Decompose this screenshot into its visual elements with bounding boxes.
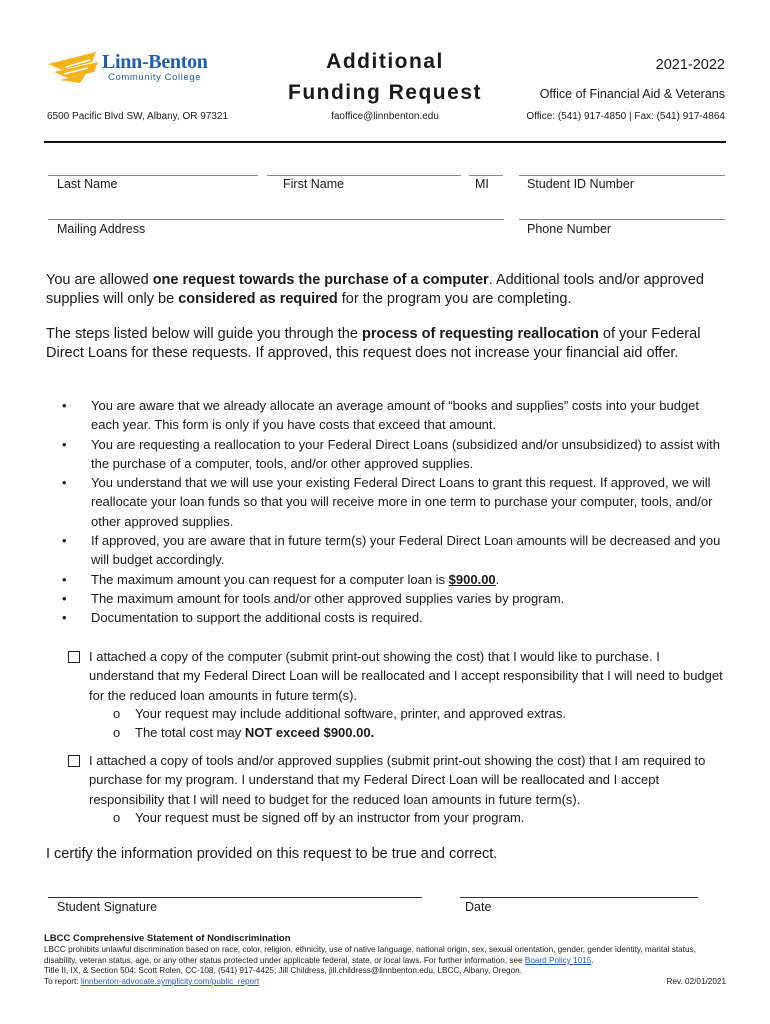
tools-request-option: [66, 751, 726, 809]
tools-subpoint-1: o Your request must be signed off by an instructor from your program.: [113, 810, 525, 825]
requirements-list: [62, 396, 730, 628]
office-name: Office of Financial Aid & Veterans: [539, 87, 725, 101]
computer-request-checkbox[interactable]: [68, 651, 80, 663]
office-phones: Office: (541) 917-4850 | Fax: (541) 917-4864: [526, 111, 725, 122]
phone-number-label: Phone Number: [527, 222, 612, 236]
logo-subtitle: Community College: [108, 72, 202, 83]
aid-year: 2021-2022: [655, 57, 725, 73]
list-item: • You understand that we will use your existing Federal Direct Loans to grant this request. If approved, we will reallocate your loan funds so that you will receive more in one term to purchase your computer, tools, and/or other approved supplies.: [62, 473, 730, 531]
tools-request-checkbox[interactable]: [68, 755, 80, 767]
date-label: Date: [465, 900, 492, 914]
intro-paragraph-1: You are allowed one request towards the purchase of a computer. Additional tools and/or approved supplies will only be considered as required for the program you are completing.: [46, 272, 704, 307]
nondiscrimination-text: LBCC prohibits unlawful discrimination based on race, color, religion, ethnicity, use of native language, national origin, sex, sexual orientation, gender, gender identity, marital status, disability, veteran status, age, or any other status protected under applicable federal, state, or local laws. For further information, see Board Policy 1015. Title II, IX, & Section 504: Scott Rolen, CC-108, (541) 917-4425; Jill Childress, jill.childress@linnbenton.edu, LBCC, Albany, Oregon. To report: linnbenton-advocate.symplicity.com/public_report: [44, 945, 696, 987]
phone-number-field[interactable]: [519, 219, 725, 220]
student-id-field[interactable]: [519, 175, 725, 176]
report-link[interactable]: linnbenton-advocate.symplicity.com/public_report: [80, 977, 260, 987]
board-policy-link[interactable]: Board Policy 1015: [524, 955, 592, 965]
computer-request-text: I attached a copy of the computer (submit print-out showing the cost) that I would like to purchase. I understand that my Federal Direct Loan will be reallocated and I accept responsibility that I will need to budget for the reduced loan amounts in future term(s).: [89, 649, 723, 703]
logo-name: Linn-Benton: [102, 51, 208, 73]
date-field[interactable]: [460, 897, 698, 898]
list-item: • The maximum amount you can request for a computer loan is $900.00.: [62, 570, 730, 589]
list-item: • If approved, you are aware that in future term(s) your Federal Direct Loan amounts will be decreased and you will budget accordingly.: [62, 531, 730, 570]
middle-initial-label: MI: [475, 177, 489, 191]
nondiscrimination-title: LBCC Comprehensive Statement of Nondiscrimination: [44, 933, 291, 944]
office-email: faoffice@linnbenton.edu: [331, 111, 439, 122]
computer-subpoint-2: o The total cost may NOT exceed $900.00.: [113, 725, 375, 740]
student-signature-field[interactable]: [48, 897, 422, 898]
computer-subpoint-1: o Your request may include additional software, printer, and approved extras.: [113, 706, 566, 721]
student-id-label: Student ID Number: [527, 177, 634, 191]
header-divider: [44, 141, 726, 143]
computer-request-option: [66, 647, 726, 705]
mailing-address-label: Mailing Address: [57, 222, 146, 236]
last-name-field[interactable]: [48, 175, 258, 176]
last-name-label: Last Name: [57, 177, 118, 191]
college-address: 6500 Pacific Blvd SW, Albany, OR 97321: [47, 111, 229, 122]
student-signature-label: Student Signature: [57, 900, 158, 914]
list-item: • You are requesting a reallocation to your Federal Direct Loans (subsidized and/or unsubsidized) to assist with the purchase of a computer, tools, and/or other approved supplies.: [62, 435, 730, 474]
certification-statement: I certify the information provided on this request to be true and correct.: [46, 846, 498, 862]
middle-initial-field[interactable]: [469, 175, 503, 176]
form-title-line2: Funding Request: [288, 81, 482, 104]
list-item: • You are aware that we already allocate an average amount of “books and supplies” costs into your budget each year. This form is only if you have costs that exceed that amount.: [62, 396, 730, 435]
first-name-label: First Name: [283, 177, 345, 191]
mailing-address-field[interactable]: [48, 219, 504, 220]
list-item: • Documentation to support the additional costs is required.: [62, 608, 730, 627]
first-name-field[interactable]: [267, 175, 461, 176]
intro-paragraph-2: The steps listed below will guide you through the process of requesting reallocation of your Federal Direct Loans for these requests. If approved, this request does not increase your financial aid offer.: [46, 326, 701, 361]
tools-request-text: I attached a copy of tools and/or approved supplies (submit print-out showing the cost) that I am required to purchase for my program. I understand that my Federal Direct Loan will be reallocated and I accept responsibility that I will need to budget for the reduced loan amounts in future term(s).: [89, 753, 706, 807]
revision-date: Rev. 02/01/2021: [666, 977, 726, 986]
form-title-line1: Additional: [326, 50, 444, 73]
list-item: • The maximum amount for tools and/or other approved supplies varies by program.: [62, 589, 730, 608]
